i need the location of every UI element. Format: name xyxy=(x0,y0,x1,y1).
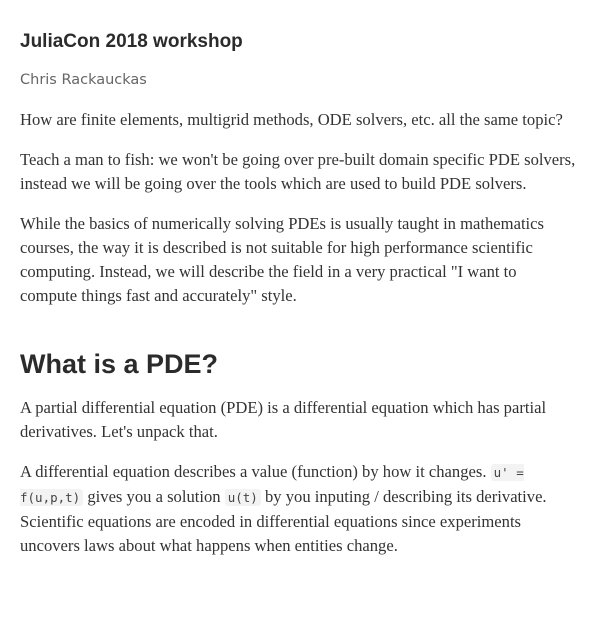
text: by you inputing / describing its derivative. Scientific equations are encoded in differential equations since experiments uncovers laws about what happens when entities change. xyxy=(20,487,547,555)
section-paragraph xyxy=(20,460,576,558)
text: A differential equation describes a value (function) by how it changes. xyxy=(20,462,491,481)
intro-paragraph: Teach a man to fish: we won't be going over pre-built domain specific PDE solvers, instead we will be going over the tools which are used to build PDE solvers. xyxy=(20,150,576,193)
section-heading: What is a PDE? xyxy=(20,349,219,379)
author-name: Chris Rackauckas xyxy=(20,72,147,88)
inline-code: u' = f(u,p,t) xyxy=(20,465,524,505)
intro-paragraph: While the basics of numerically solving PDEs is usually taught in mathematics courses, the way it is described is not suitable for high performance scientific computing. Instead, we will describe the field in a very practical "I want to compute things fast and accurately" style. xyxy=(20,214,544,305)
inline-code: u(t) xyxy=(225,489,261,506)
section-paragraph: A partial differential equation (PDE) is a differential equation which has partial derivatives. Let's unpack that. xyxy=(20,398,547,441)
text: gives you a solution xyxy=(83,487,225,506)
intro-paragraph: How are finite elements, multigrid methods, ODE solvers, etc. all the same topic? xyxy=(20,110,563,129)
document-title: JuliaCon 2018 workshop xyxy=(20,31,243,52)
document xyxy=(0,30,600,558)
